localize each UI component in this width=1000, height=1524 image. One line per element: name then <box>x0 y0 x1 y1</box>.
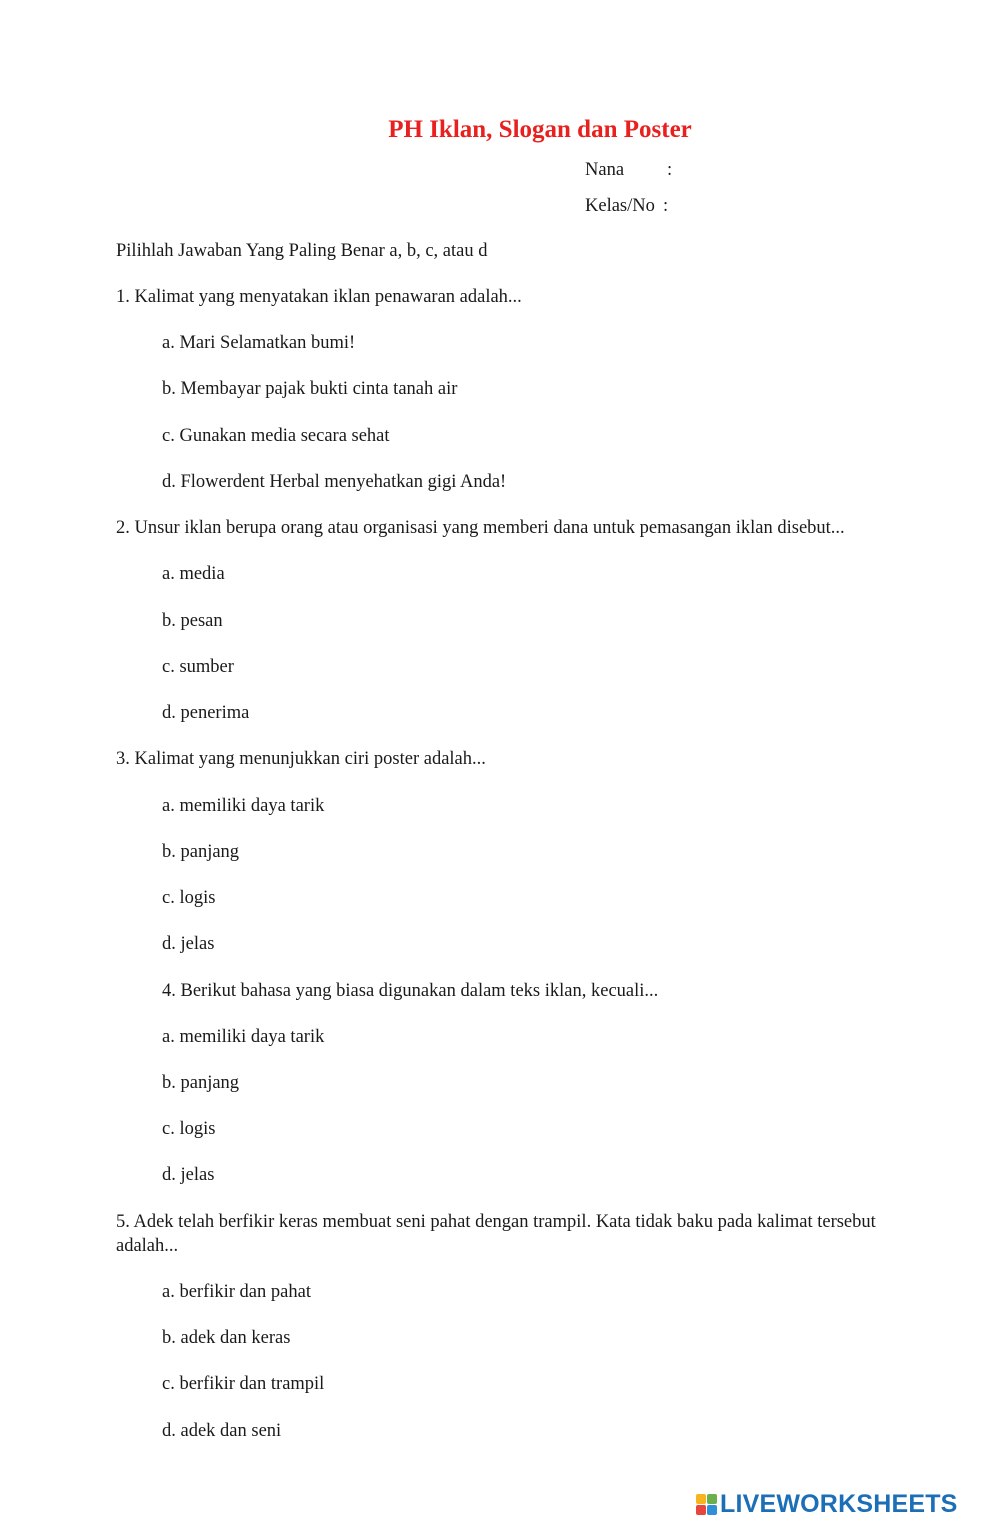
name-colon: : <box>667 160 673 180</box>
question-5-option-b[interactable]: b. adek dan keras <box>162 1328 291 1348</box>
question-1-option-b[interactable]: b. Membayar pajak bukti cinta tanah air <box>162 379 458 399</box>
question-3-option-c[interactable]: c. logis <box>162 888 216 908</box>
question-4-option-c[interactable]: c. logis <box>162 1119 216 1139</box>
question-2-option-b[interactable]: b. pesan <box>162 611 223 631</box>
question-2-option-d[interactable]: d. penerima <box>162 703 250 723</box>
question-1: 1. Kalimat yang menyatakan iklan penawaran adalah... <box>116 287 522 307</box>
question-5-option-d[interactable]: d. adek dan seni <box>162 1421 282 1441</box>
question-5-option-a[interactable]: a. berfikir dan pahat <box>162 1282 311 1302</box>
liveworksheets-logo <box>696 1490 958 1518</box>
question-2: 2. Unsur iklan berupa orang atau organisasi yang memberi dana untuk pemasangan iklan disebut... <box>116 518 845 538</box>
question-1-option-d[interactable]: d. Flowerdent Herbal menyehatkan gigi Anda! <box>162 472 507 492</box>
question-4-option-a[interactable]: a. memiliki daya tarik <box>162 1027 325 1047</box>
question-4-option-d[interactable]: d. jelas <box>162 1165 215 1185</box>
question-5-option-c[interactable]: c. berfikir dan trampil <box>162 1374 325 1394</box>
question-3-option-a[interactable]: a. memiliki daya tarik <box>162 796 325 816</box>
name-field[interactable] <box>682 158 932 182</box>
class-label: Kelas/No <box>585 196 655 216</box>
question-5: 5. Adek telah berfikir keras membuat seni pahat dengan trampil. Kata tidak baku pada kalimat tersebut adalah... <box>116 1212 876 1256</box>
logo-tile <box>707 1505 717 1515</box>
page-title: PH Iklan, Slogan dan Poster <box>388 116 692 143</box>
question-2-option-a[interactable]: a. media <box>162 564 225 584</box>
name-label: Nana <box>585 160 625 180</box>
logo-tile <box>707 1494 717 1504</box>
class-field[interactable] <box>682 194 932 218</box>
question-3-option-d[interactable]: d. jelas <box>162 934 215 954</box>
liveworksheets-mark-icon <box>696 1494 717 1515</box>
question-3: 3. Kalimat yang menunjukkan ciri poster adalah... <box>116 749 486 769</box>
question-3-option-b[interactable]: b. panjang <box>162 842 240 862</box>
question-1-option-a[interactable]: a. Mari Selamatkan bumi! <box>162 333 356 353</box>
liveworksheets-logo-text: LIVEWORKSHEETS <box>720 1490 958 1518</box>
logo-tile <box>696 1505 706 1515</box>
question-4-option-b[interactable]: b. panjang <box>162 1073 240 1093</box>
class-colon: : <box>663 196 669 216</box>
instruction-text: Pilihlah Jawaban Yang Paling Benar a, b, c, atau d <box>116 241 488 261</box>
question-4: 4. Berikut bahasa yang biasa digunakan dalam teks iklan, kecuali... <box>162 981 659 1001</box>
logo-tile <box>696 1494 706 1504</box>
question-2-option-c[interactable]: c. sumber <box>162 657 234 677</box>
question-1-option-c[interactable]: c. Gunakan media secara sehat <box>162 426 390 446</box>
